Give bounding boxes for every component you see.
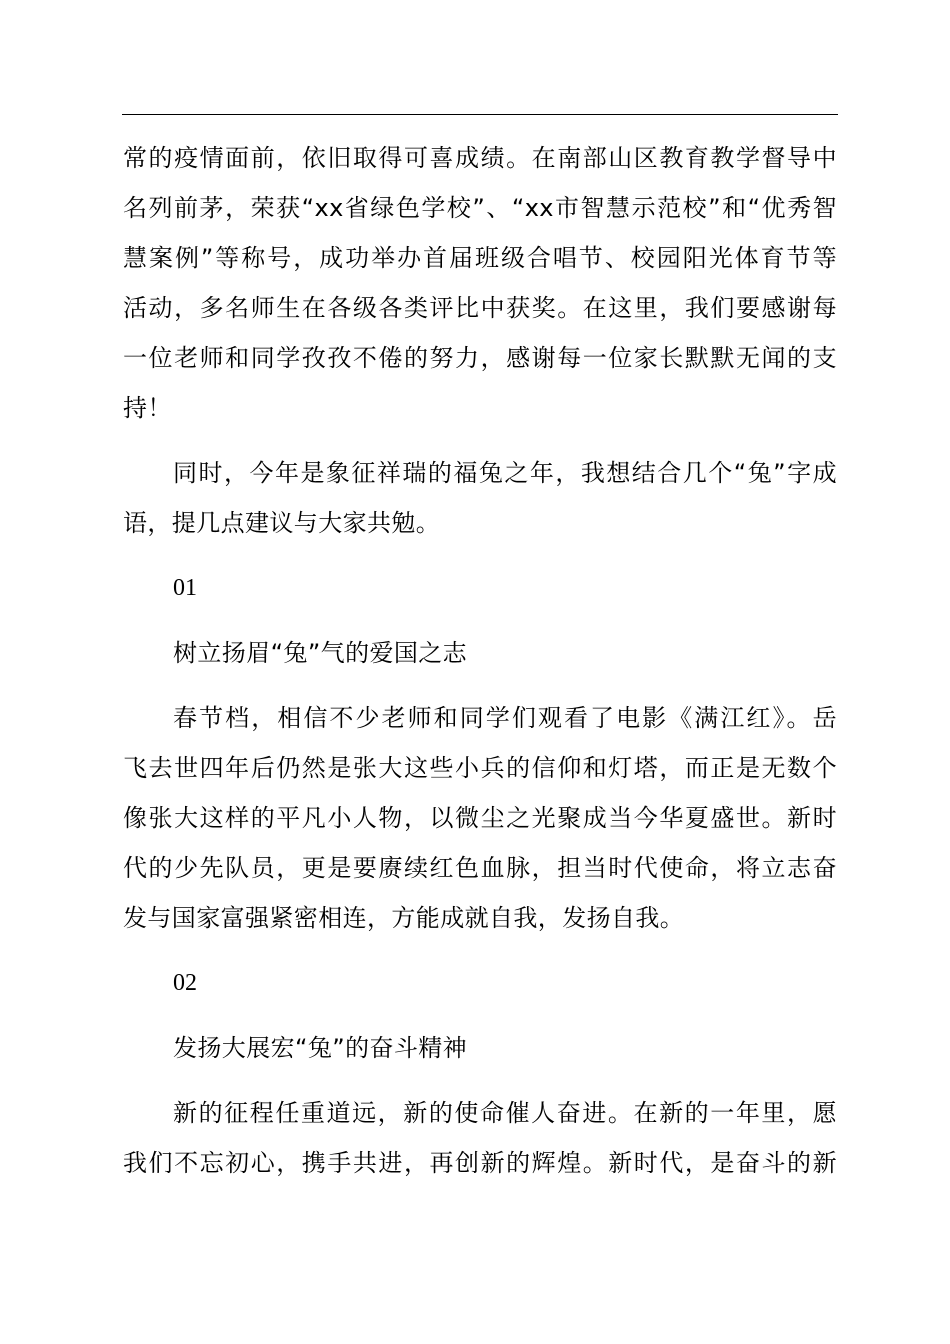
paragraph-line: 像张大这样的平凡小人物，以微尘之光聚成当今华夏盛世。新时: [123, 804, 837, 832]
paragraph-line: 飞去世四年后仍然是张大这些小兵的信仰和灯塔，而正是无数个: [123, 754, 837, 782]
paragraph-line: 常的疫情面前，依旧取得可喜成绩。在南部山区教育教学督导中: [123, 144, 837, 172]
paragraph-line: 新的征程任重道远，新的使命催人奋进。在新的一年里，愿: [173, 1099, 837, 1127]
paragraph-line: 活动，多名师生在各级各类评比中获奖。在这里，我们要感谢每: [123, 294, 837, 322]
paragraph-line: 同时，今年是象征祥瑞的福兔之年，我想结合几个“兔”字成: [173, 459, 837, 487]
paragraph-line: 春节档，相信不少老师和同学们观看了电影《满江红》。岳: [173, 704, 837, 732]
section-number: 01: [173, 575, 197, 601]
section-title: 树立扬眉“兔”气的爱国之志: [173, 639, 468, 667]
paragraph-line: 我们不忘初心，携手共进，再创新的辉煌。新时代，是奋斗的新: [123, 1149, 837, 1177]
section-number: 02: [173, 970, 197, 996]
document-body: [123, 133, 837, 1188]
paragraph-line: 一位老师和同学孜孜不倦的努力，感谢每一位家长默默无闻的支: [123, 344, 837, 372]
paragraph-line: 发与国家富强紧密相连，方能成就自我，发扬自我。: [123, 904, 685, 932]
paragraph-line: 慧案例”等称号，成功举办首届班级合唱节、校园阳光体育节等: [123, 244, 837, 272]
header-rule: [122, 114, 838, 115]
paragraph-line: 代的少先队员，更是要赓续红色血脉，担当时代使命，将立志奋: [123, 854, 837, 882]
paragraph-line: 语，提几点建议与大家共勉。: [123, 509, 441, 537]
section-title: 发扬大展宏“兔”的奋斗精神: [173, 1034, 468, 1062]
paragraph-line: 名列前茅，荣获“xx省绿色学校”、“xx市智慧示范校”和“优秀智: [123, 194, 837, 222]
paragraph-line: 持！: [123, 394, 172, 422]
